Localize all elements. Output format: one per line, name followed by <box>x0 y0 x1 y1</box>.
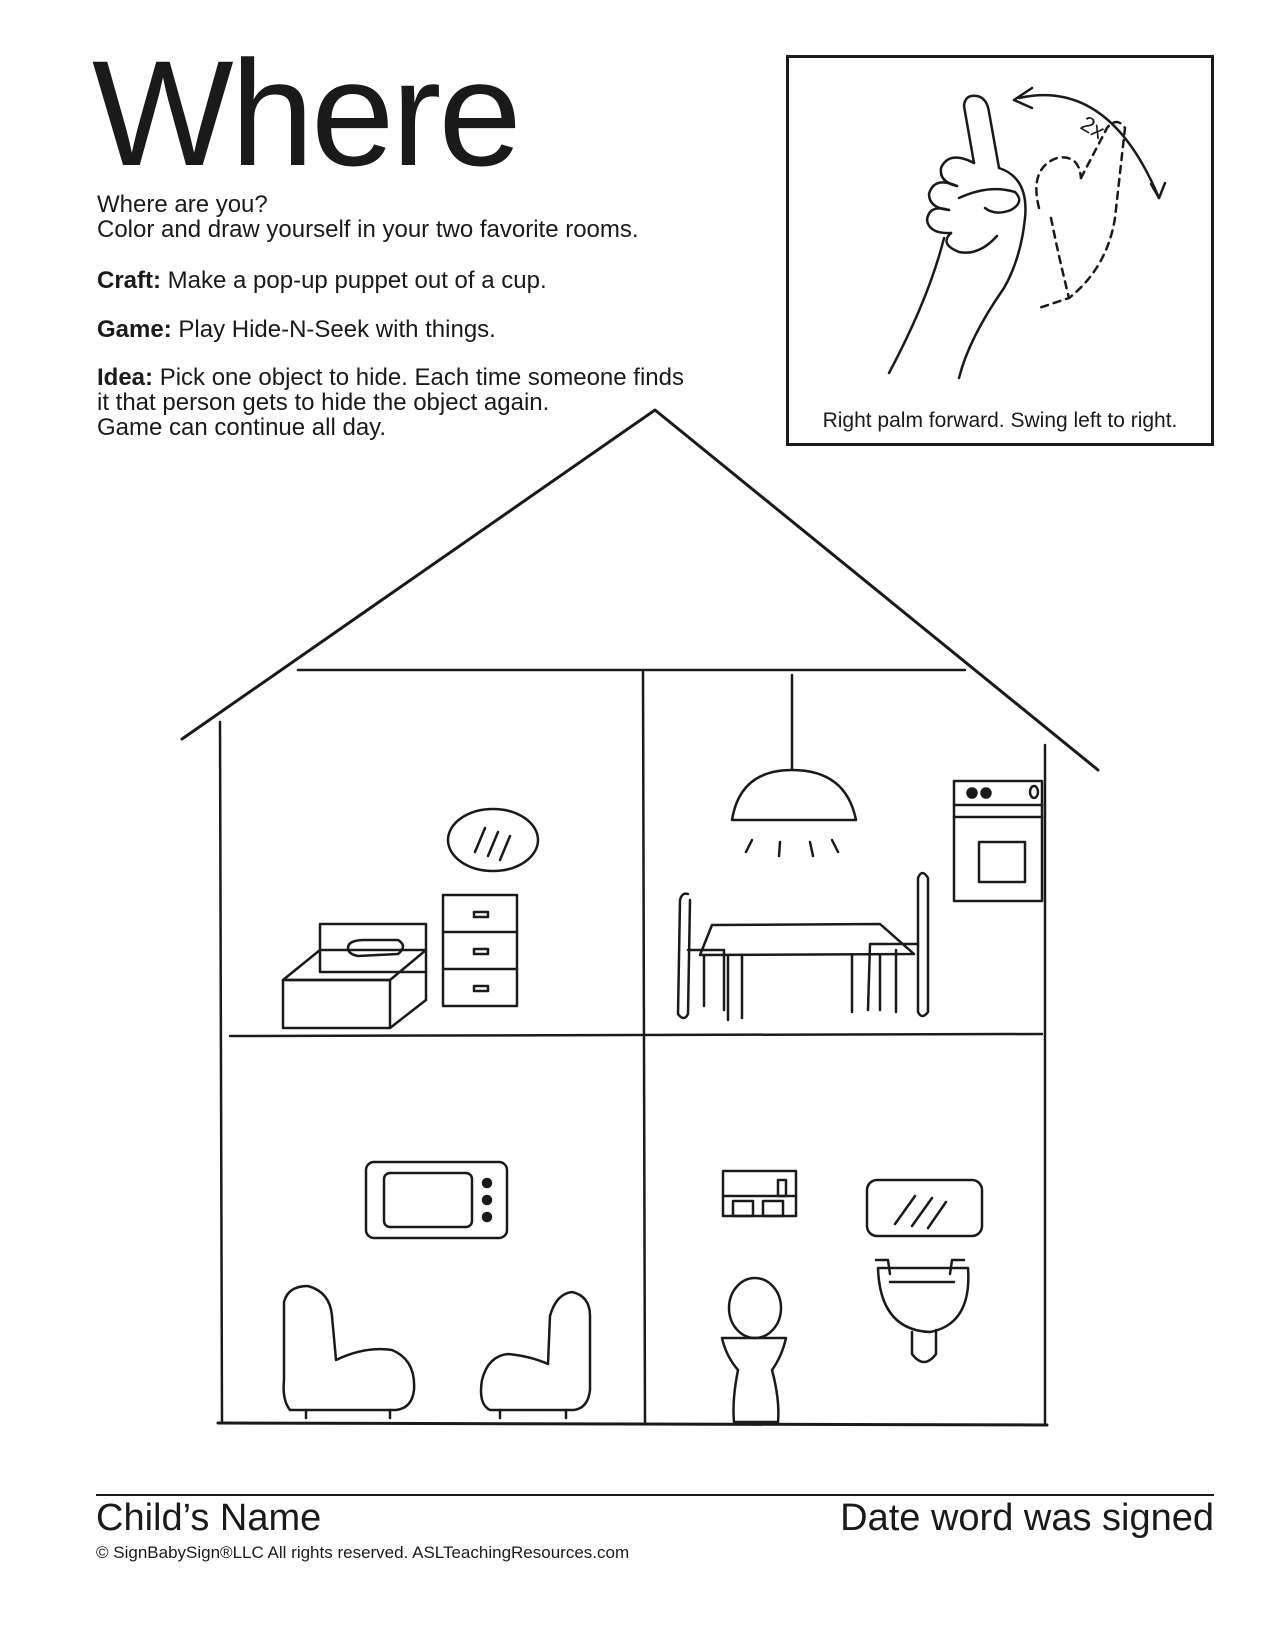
craft-label: Craft: <box>97 267 161 294</box>
house-roof <box>182 410 1098 770</box>
craft-text: Make a pop-up puppet out of a cup. <box>167 267 547 294</box>
sign-caption: Right palm forward. Swing left to right. <box>822 409 1178 432</box>
mirror-icon <box>448 809 538 871</box>
idea-line-3: Game can continue all day. <box>97 414 387 441</box>
house-ground-line <box>218 1423 1047 1425</box>
bed-icon <box>283 924 426 1028</box>
house-vertical-divider <box>643 672 645 1423</box>
idea-line-2: it that person gets to hide the object again. <box>97 389 550 416</box>
child-name-label: Child’s Name <box>96 1497 322 1539</box>
chair-right-icon <box>868 873 928 1016</box>
stove-icon <box>954 781 1042 901</box>
bathroom-mirror-icon <box>867 1180 982 1236</box>
game-label: Game: <box>97 316 172 343</box>
copyright-notice: © SignBabySign®LLC All rights reserved. ASLTeachingResources.com <box>96 1543 630 1562</box>
repeat-count-label: 2x <box>1076 110 1110 144</box>
signature-line <box>96 1494 1214 1496</box>
idea-line-1: Pick one object to hide. Each time someone finds <box>159 364 684 391</box>
intro-instruction: Color and draw yourself in your two favorite rooms. <box>97 216 639 243</box>
idea-label: Idea: <box>97 364 154 391</box>
page-title: Where <box>92 29 519 197</box>
ceiling-lamp-icon <box>732 675 856 856</box>
toilet-icon <box>722 1278 786 1422</box>
date-signed-label: Date word was signed <box>840 1497 1214 1539</box>
house-floor-divider <box>230 1034 1042 1036</box>
tv-icon <box>366 1162 507 1238</box>
dining-table-icon <box>700 924 914 1020</box>
dresser-icon <box>443 895 517 1006</box>
intro-question: Where are you? <box>97 191 268 218</box>
game-text: Play Hide-N-Seek with things. <box>178 316 496 343</box>
armchair-left-icon <box>284 1286 415 1418</box>
armchair-right-icon <box>481 1292 590 1418</box>
sink-icon <box>876 1260 968 1362</box>
bathroom-cabinet-icon <box>723 1171 796 1216</box>
